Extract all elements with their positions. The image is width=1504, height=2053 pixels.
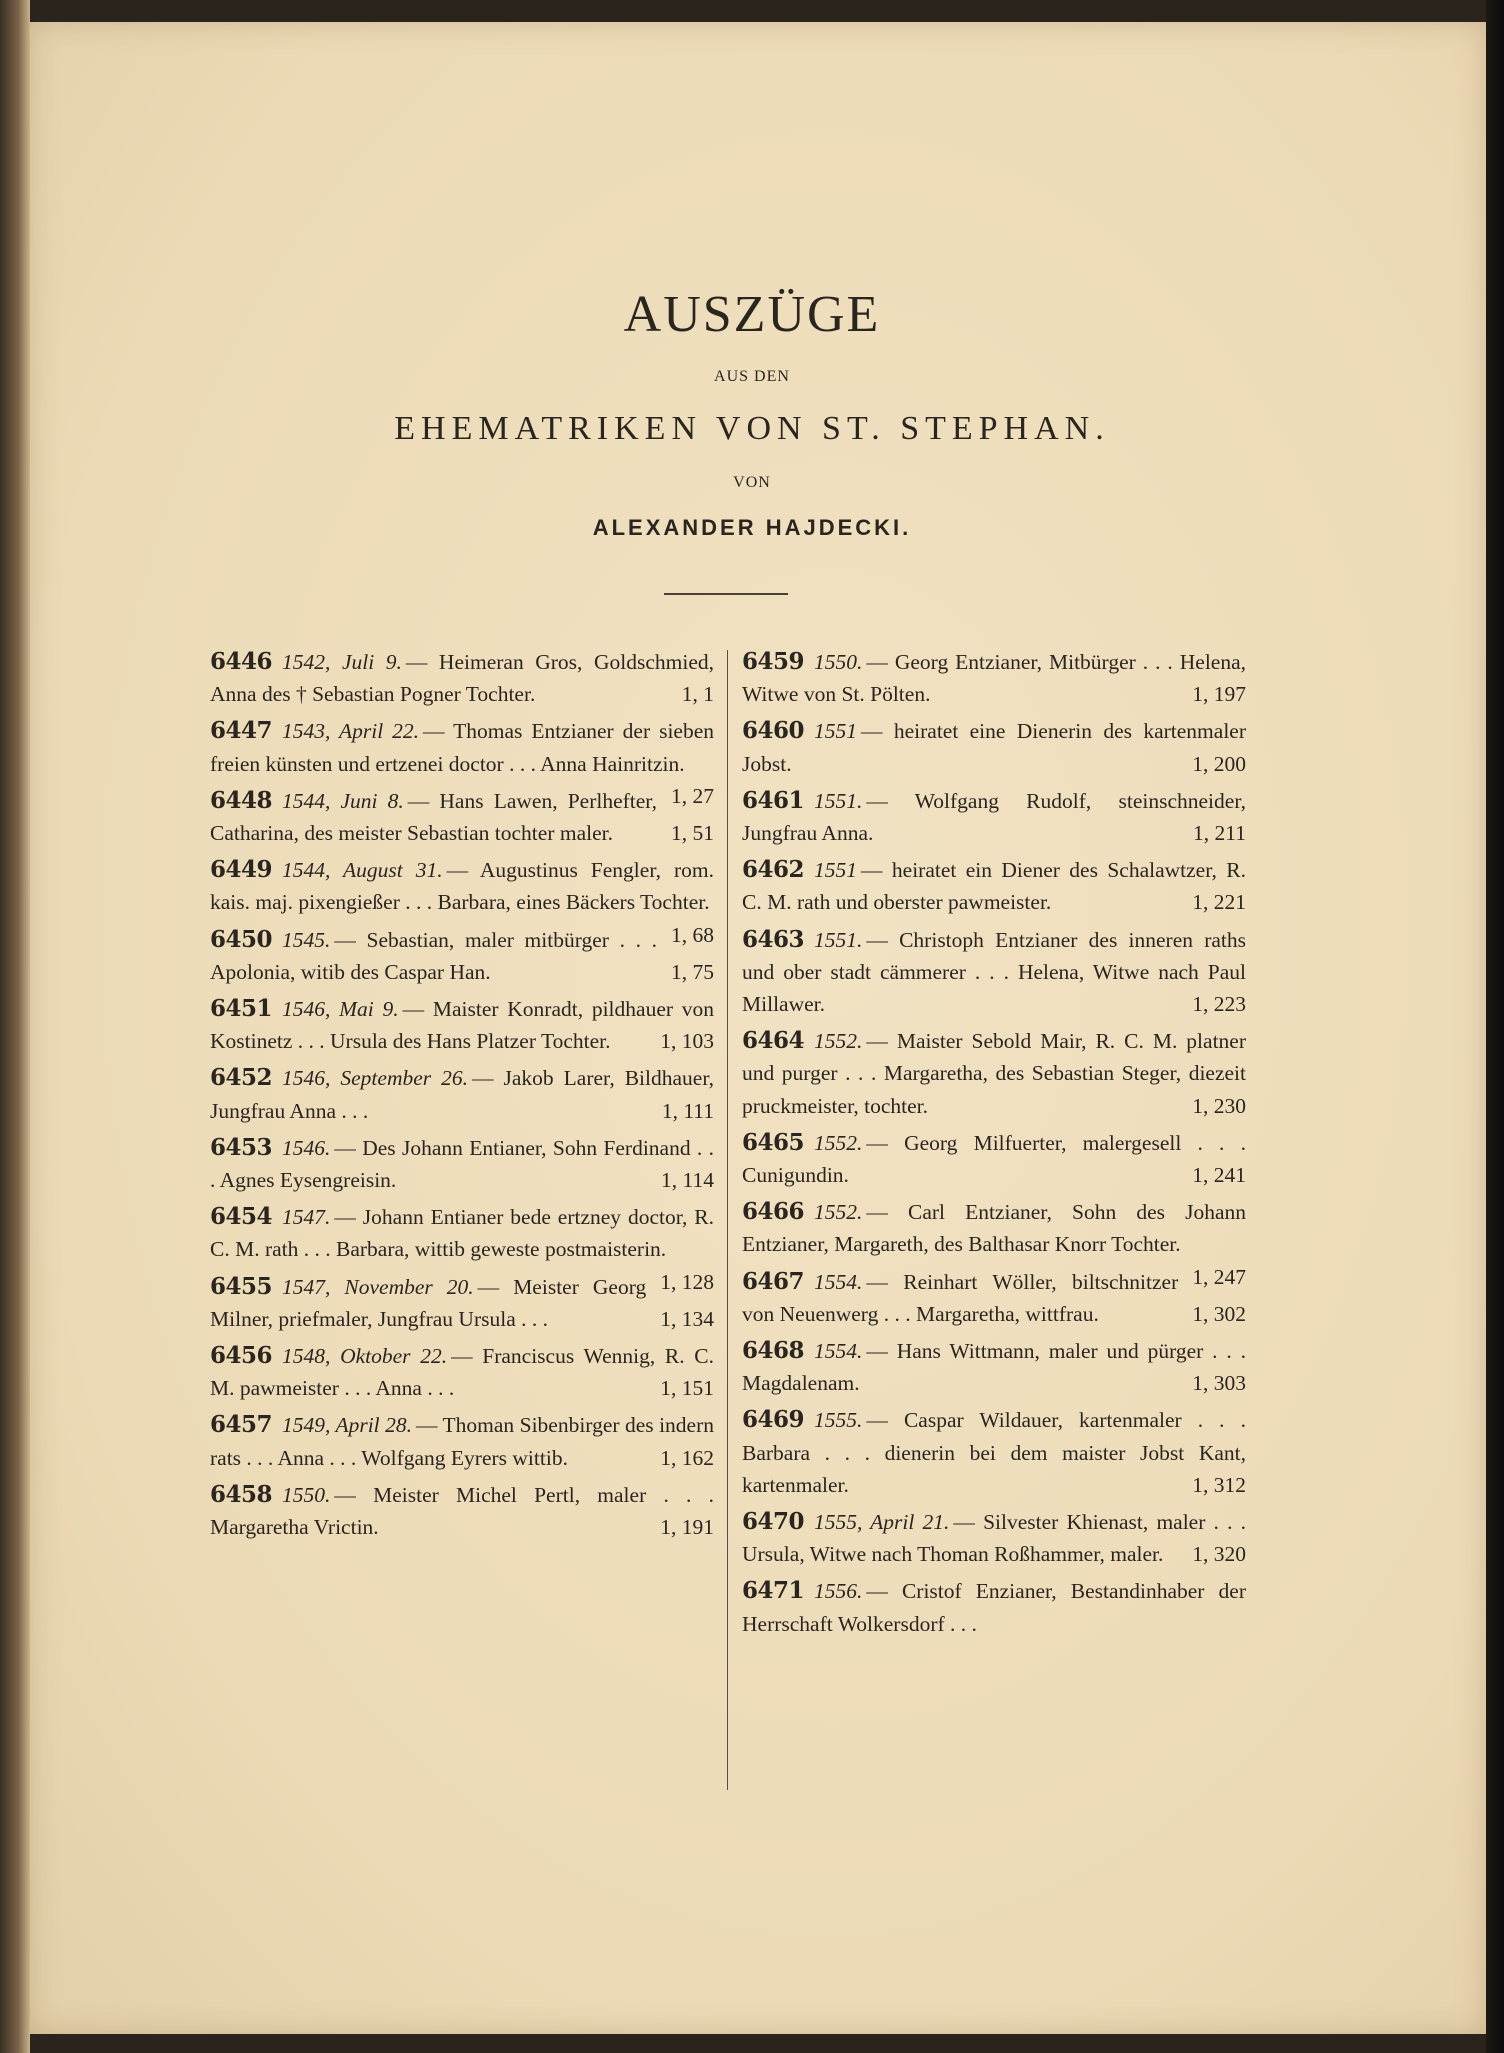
- entry-date: 1551.: [814, 927, 863, 952]
- entry-text: — heiratet eine Dienerin des kartenmaler Jobst.: [742, 719, 1246, 776]
- entry-date: 1552.: [814, 1130, 863, 1155]
- entry-date: 1550.: [814, 650, 863, 674]
- entry-reference: 1, 241: [1192, 1163, 1246, 1188]
- entry-number: 6457: [210, 1411, 273, 1439]
- entry-date: 1552.: [814, 1200, 863, 1225]
- entry: [210, 1409, 714, 1473]
- entry-text: — Christoph Entzianer des inneren raths und ober stadt cämmerer . . . Helena, Witwe nach Paul Millawer.: [742, 927, 1246, 1017]
- author-name: ALEXANDER HAJDECKI.: [592, 515, 912, 540]
- entry-date: 1554.: [814, 1339, 863, 1364]
- entry: [210, 1340, 714, 1404]
- entry-text: — Georg Entzianer, Mitbürger . . . Helena, Witwe von St. Pölten.: [742, 650, 1246, 707]
- entry: [210, 924, 714, 988]
- entry-text: — Reinhart Wöller, biltschnitzer von Neuenwerg . . . Margaretha, wittfrau.: [742, 1269, 1179, 1326]
- entry-text: — Maister Konradt, pildhauer von Kostinetz . . . Ursula des Hans Platzer Tochter.: [210, 997, 714, 1054]
- entry-number: 6449: [210, 856, 273, 884]
- entry-reference: 1, 151: [660, 1376, 714, 1401]
- column-divider: [727, 650, 728, 1790]
- entry-date: 1545.: [282, 927, 331, 952]
- entry-reference: 1, 211: [1193, 821, 1246, 846]
- entry-number: 6464: [742, 1027, 805, 1055]
- entry-reference: 1, 103: [660, 1029, 714, 1054]
- entry: [742, 1404, 1246, 1501]
- entry-number: 6455: [210, 1272, 273, 1300]
- entry-date: 1542, Juli 9.: [282, 650, 402, 674]
- entry-text: — Franciscus Wennig, R. C. M. pawmeister . . . Anna . . .: [210, 1344, 714, 1401]
- entry-text: — Meister Michel Pertl, maler . . . Margaretha Vrictin.: [210, 1482, 714, 1540]
- entry: [210, 646, 714, 710]
- entry-reference: 1, 162: [660, 1445, 714, 1470]
- entry: [742, 1025, 1246, 1122]
- entry-number: 6460: [742, 717, 805, 745]
- entry-date: 1556.: [814, 1579, 863, 1604]
- entry-number: 6446: [210, 648, 273, 675]
- entry-reference: 1, 1: [681, 682, 714, 707]
- entry: [210, 1062, 714, 1126]
- entry-text: — Thomas Entzianer der sieben freien künsten und ertzenei doctor . . . Anna Hainritzin.: [210, 719, 715, 776]
- entry-number: 6461: [742, 786, 805, 814]
- entry-date: 1554.: [814, 1269, 863, 1294]
- entry-reference: 1, 134: [660, 1306, 714, 1331]
- entry-date: 1546, Mai 9.: [282, 997, 399, 1022]
- left-column: [210, 646, 714, 1548]
- entry-reference: 1, 197: [1192, 682, 1246, 707]
- entry: [742, 1335, 1246, 1399]
- entry-date: 1546.: [282, 1135, 331, 1160]
- entry-text: — Cristof Enzianer, Bestandinhaber der Herrschaft Wolkersdorf . . .: [742, 1579, 1246, 1636]
- entry-reference: 1, 75: [671, 959, 714, 984]
- entry: [742, 646, 1246, 710]
- entry-date: 1546, September 26.: [282, 1066, 468, 1091]
- entry: [210, 1271, 714, 1335]
- entry-reference: 1, 111: [661, 1098, 714, 1123]
- entry-reference: 1, 320: [1192, 1542, 1246, 1567]
- entry-date: 1551.: [814, 788, 863, 813]
- entry: [742, 1266, 1246, 1330]
- entry-date: 1543, April 22.: [282, 719, 420, 744]
- entry-date: 1555.: [814, 1408, 863, 1433]
- entry-number: 6470: [742, 1508, 805, 1536]
- entry-reference: 1, 303: [1192, 1371, 1246, 1396]
- entry-reference: 1, 223: [1192, 992, 1246, 1017]
- entry-reference: 1, 51: [671, 821, 714, 846]
- entry-reference: 1, 27: [671, 783, 714, 808]
- entry-number: 6447: [210, 717, 273, 745]
- entry-number: 6462: [742, 856, 805, 884]
- entry-number: 6454: [210, 1203, 273, 1231]
- entry-reference: 1, 128: [660, 1269, 714, 1294]
- title-rule: [664, 593, 788, 595]
- entry-text: — Meister Georg Milner, priefmaler, Jungfrau Ursula . . .: [210, 1274, 647, 1331]
- entry-text: — heiratet ein Diener des Schalawtzer, R. C. M. rath und oberster pawmeister.: [742, 858, 1246, 915]
- entry: [742, 854, 1246, 918]
- entry-date: 1550.: [282, 1482, 331, 1507]
- entry-text: — Caspar Wildauer, kartenmaler . . . Barbara . . . dienerin bei dem maister Jobst Kant, kartenmaler.: [742, 1408, 1246, 1497]
- entry-text: — Heimeran Gros, Goldschmied, Anna des † Sebastian Pogner Tochter.: [210, 650, 714, 707]
- entry-text: — Wolfgang Rudolf, steinschneider, Jungfrau Anna.: [742, 788, 1246, 846]
- entry-reference: 1, 247: [1192, 1264, 1246, 1289]
- entry-number: 6456: [210, 1342, 273, 1370]
- entry-text: — Johann Entianer bede ertzney doctor, R. C. M. rath . . . Barbara, wittib geweste postmaisterin.: [210, 1205, 714, 1262]
- entry-number: 6453: [210, 1133, 273, 1161]
- entry-reference: 1, 200: [1192, 751, 1246, 776]
- entry-reference: 1, 191: [660, 1515, 714, 1540]
- entry-number: 6471: [742, 1577, 805, 1605]
- entry-text: — Maister Sebold Mair, R. C. M. platner und purger . . . Margaretha, des Sebastian Steger, diezeit pruckmeister, tochter.: [742, 1029, 1246, 1118]
- entry-number: 6465: [742, 1128, 805, 1156]
- entry-number: 6452: [210, 1064, 273, 1092]
- entry-reference: 1, 302: [1192, 1301, 1246, 1326]
- entry-text: — Hans Wittmann, maler und pürger . . . Magdalenam.: [742, 1339, 1246, 1396]
- entry-number: 6458: [210, 1480, 273, 1508]
- entry-date: 1544, August 31.: [282, 858, 443, 883]
- entry: [742, 715, 1246, 779]
- entry: [210, 993, 714, 1057]
- entry-date: 1549, April 28.: [282, 1413, 412, 1438]
- entry-reference: 1, 221: [1192, 890, 1246, 915]
- entry-number: 6468: [742, 1337, 805, 1365]
- entry-text: — Augustinus Fengler, rom. kais. maj. pixengießer . . . Barbara, eines Bäckers Tochter.: [210, 858, 714, 915]
- entry-number: 6466: [742, 1198, 805, 1226]
- entry-date: 1551: [814, 719, 858, 744]
- entry-number: 6469: [742, 1406, 805, 1434]
- entry-date: 1547, November 20.: [282, 1274, 474, 1299]
- entry-text: — Des Johann Entianer, Sohn Ferdinand . . . Agnes Eysengreisin.: [210, 1135, 714, 1193]
- von-label: VON: [733, 474, 771, 491]
- right-column: [742, 646, 1246, 1645]
- entry: [742, 1127, 1246, 1191]
- entry-text: — Hans Lawen, Perlhefter, Catharina, des meister Sebastian tochter maler.: [210, 788, 657, 846]
- entry-number: 6459: [742, 648, 805, 675]
- entry-text: — Thoman Sibenbirger des indern rats . . . Anna . . . Wolfgang Eyrers wittib.: [210, 1413, 714, 1470]
- entry: [210, 1479, 714, 1543]
- entry-number: 6450: [210, 925, 273, 953]
- entry-number: 6463: [742, 925, 805, 953]
- entry-date: 1551: [814, 858, 858, 883]
- entry-text: — Jakob Larer, Bildhauer, Jungfrau Anna . . .: [210, 1066, 714, 1123]
- entry-text: — Silvester Khienast, maler . . . Ursula, Witwe nach Thoman Roßhammer, maler.: [742, 1510, 1246, 1567]
- entry-reference: 1, 312: [1192, 1472, 1246, 1497]
- entry-date: 1544, Juni 8.: [282, 788, 404, 813]
- entry-reference: 1, 68: [671, 922, 714, 947]
- entry: [742, 1575, 1246, 1639]
- entry: [210, 1132, 714, 1196]
- entry-reference: 1, 114: [661, 1168, 714, 1193]
- page-title: AUSZÜGE: [623, 286, 881, 343]
- entry-date: 1555, April 21.: [814, 1510, 950, 1535]
- entry-date: 1548, Oktober 22.: [282, 1344, 448, 1369]
- entry-number: 6448: [210, 786, 273, 814]
- entry-text: — Georg Milfuerter, malergesell . . . Cunigundin.: [742, 1130, 1246, 1188]
- entry-reference: 1, 230: [1192, 1093, 1246, 1118]
- entry: [742, 924, 1246, 1021]
- entry: [742, 785, 1246, 849]
- aus-den-label: AUS DEN: [714, 368, 790, 385]
- entry-date: 1552.: [814, 1029, 863, 1054]
- entry-date: 1547.: [282, 1205, 331, 1230]
- entry-number: 6451: [210, 995, 273, 1023]
- entry-text: — Sebastian, maler mitbürger . . . Apolonia, witib des Caspar Han.: [210, 927, 657, 984]
- entry-number: 6467: [742, 1267, 805, 1295]
- entry-text: — Carl Entzianer, Sohn des Johann Entzianer, Margareth, des Balthasar Knorr Tochter.: [742, 1200, 1246, 1257]
- entry: [742, 1506, 1246, 1570]
- entry: [210, 785, 714, 849]
- page-subtitle: EHEMATRIKEN VON ST. STEPHAN.: [394, 410, 1110, 447]
